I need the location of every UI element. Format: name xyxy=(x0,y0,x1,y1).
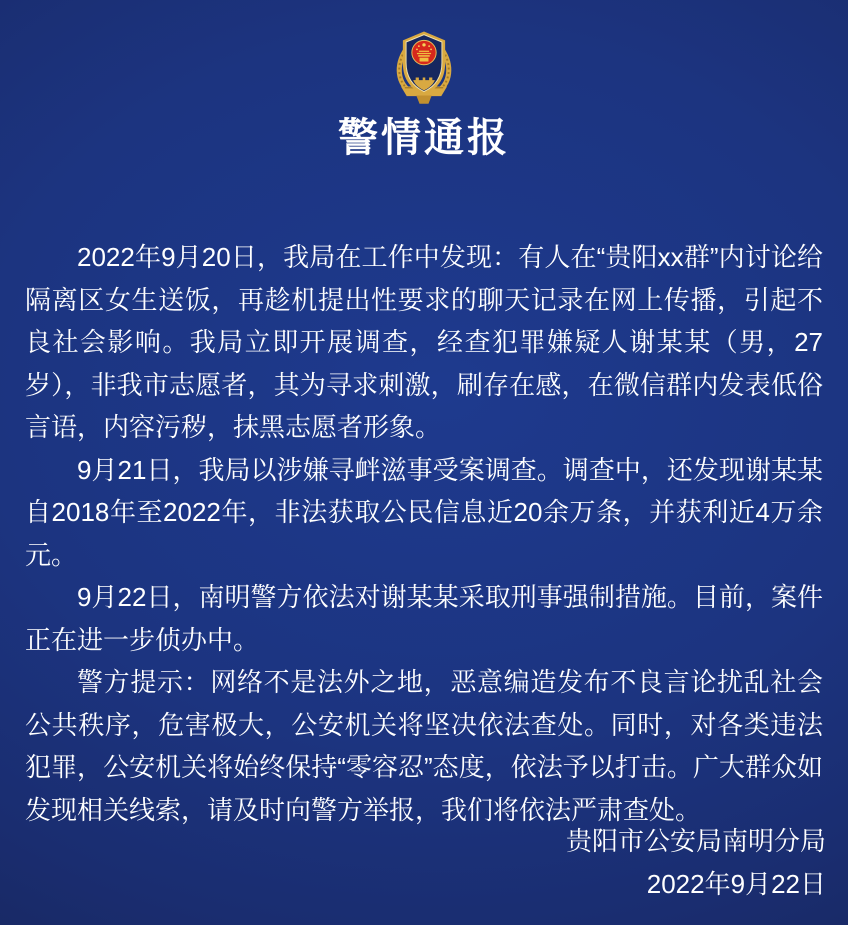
notice-body xyxy=(25,236,823,831)
signature-agency: 贵阳市公安局南明分局 xyxy=(565,826,826,856)
notice-paragraph-3: 9月22日，南明警方依法对谢某某采取刑事强制措施。目前，案件正在进一步侦办中。 xyxy=(25,582,823,655)
police-badge-icon xyxy=(392,26,456,106)
notice-title: 警情通报 xyxy=(338,116,510,160)
notice-paragraph-4: 警方提示：网络不是法外之地，恶意编造发布不良言论扰乱社会公共秩序，危害极大，公安机关将坚决依法查处。同时，对各类违法犯罪，公安机关将始终保持“零容忍”态度，依法予以打击。广大群众如发现相关线索，请及时向警方举报，我们将依法严肃查处。 xyxy=(25,667,823,825)
notice-paragraph-1: 2022年9月20日，我局在工作中发现：有人在“贵阳xx群”内讨论给隔离区女生送饭，再趁机提出性要求的聊天记录在网上传播，引起不良社会影响。我局立即开展调查，经查犯罪嫌疑人谢某某（男，27岁），非我市志愿者，其为寻求刺激，刷存在感，在微信群内发表低俗言语，内容污秽，抹黑志愿者形象。 xyxy=(25,242,823,442)
signature-block xyxy=(26,820,826,906)
signature-date: 2022年9月22日 xyxy=(646,869,826,899)
notice-paragraph-2: 9月21日，我局以涉嫌寻衅滋事受案调查。调查中，还发现谢某某自2018年至2022年，非法获取公民信息近20余万条，并获利近4万余元。 xyxy=(25,454,823,570)
